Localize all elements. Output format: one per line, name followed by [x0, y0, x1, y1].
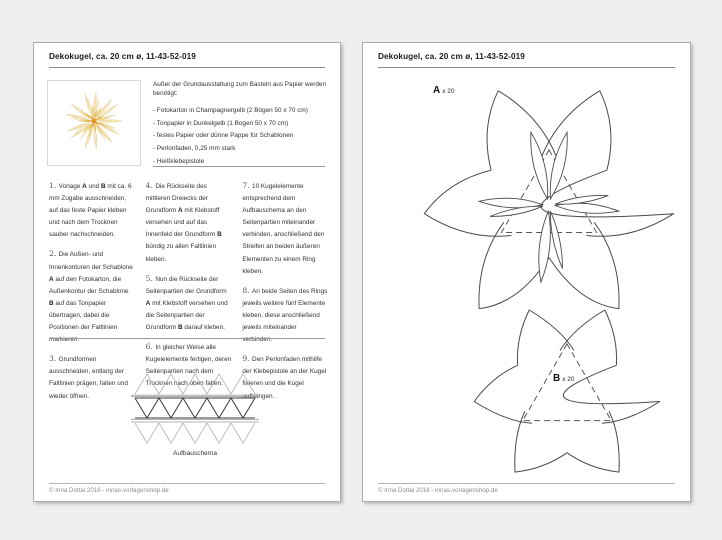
template-b-letter: B: [553, 373, 561, 384]
schema-top-triangle: [135, 374, 159, 394]
page-title: Dekokugel, ca. 20 cm ø, 11-43-52-019: [378, 52, 525, 61]
footer-rule: [49, 483, 325, 484]
instruction-step: 3. Grundformen ausschneiden, entlang der Faltlinien prägen, falten und wieder öffnen.: [49, 354, 128, 400]
ornament-photo-svg: [48, 81, 140, 165]
schema-bottom-triangle: [231, 423, 255, 443]
template-a-group: [424, 91, 673, 309]
material-item: - Heißklebepistole: [153, 157, 205, 165]
instruction-step: 6. In gleicher Weise alle Kugelelemente fertigen, deren Seitenpartien nach dem Trocknen nach oben falten.: [145, 342, 232, 388]
schema-bottom-triangle: [207, 423, 231, 443]
step-number: 9.: [242, 354, 253, 364]
schema-bottom-triangle: [183, 423, 207, 443]
page-left: [33, 42, 341, 502]
instruction-step: 8. An beide Seiten des Rings jeweils weitere fünf Elemente kleben, diese anschließend jeweils miteinander verbinden.: [242, 285, 328, 344]
template-a-count: x 20: [442, 88, 455, 95]
schema-top-triangle: [183, 374, 207, 394]
templates-drawing: [363, 43, 690, 501]
schema-strip-zigzag: [135, 398, 255, 418]
template-a-letter: A: [433, 85, 441, 96]
template-inner-cutout: [550, 211, 562, 269]
materials-rule: [153, 166, 325, 167]
template-b-label: [553, 373, 575, 384]
materials-block: [153, 81, 331, 169]
step-number: 4.: [145, 181, 156, 190]
template-inner-cutout: [539, 211, 551, 282]
template-petal: [560, 310, 617, 365]
page-title: Dekokugel, ca. 20 cm ø, 11-43-52-019: [49, 52, 196, 61]
template-a-label: [433, 85, 455, 96]
instruction-step: 1. Vorlage A und B mit ca. 6 mm Zugabe ausschneiden, auf das feste Papier kleben und nach dem Trocknen sauber nachschneiden.: [49, 181, 132, 239]
material-item: - Fotokarton in Champagnergelb (2 Bögen 50 x 70 cm): [153, 107, 308, 114]
template-inner-cutout: [555, 203, 619, 213]
template-petal: [517, 310, 574, 365]
template-petal: [487, 91, 557, 170]
step-number: 8.: [242, 285, 253, 295]
template-b-count: x 20: [562, 376, 575, 383]
schema-bottom-triangle: [135, 423, 159, 443]
instruction-step: 2. Die Außen- und Innenkonturen der Schablone A auf den Fotokarton, die Außenkontur der Schablone B auf das Tonpapier übertragen, dabei die Positionen der Faltlinien markieren.: [49, 249, 133, 344]
instruction-step: 7. 10 Kugelelemente entsprechend dem Aufbauschema an den Seitenpartien miteinander verbinden, anschließend den Streifen an beiden äußeren Elementen zu einem Ring kleben.: [242, 181, 325, 275]
step-number: 3.: [49, 354, 59, 364]
aufbauschema-diagram: [130, 373, 260, 445]
schema-top-triangle: [207, 374, 231, 394]
schema-top-triangle: [231, 374, 255, 394]
instruction-step: 4. Die Rückseite des mittleren Dreiecks der Grundform A mit Klebstoff versehen und auf das Innenfeld der Grundform B bündig zu allen Faltlinien kleben.: [145, 181, 222, 263]
title-rule: [49, 67, 325, 68]
instructions-rule: [49, 338, 325, 339]
instruction-step: 9. Den Perlonfaden mithilfe der Klebepistole an der Kugel fixieren und die Kugel aufhängen.: [242, 354, 327, 400]
materials-intro: Außer der Grundausstattung zum Basteln aus Papier werden benötigt:: [153, 81, 326, 97]
step-number: 1.: [49, 181, 59, 190]
material-item: - Perlonfaden, 0,25 mm stark: [153, 145, 236, 153]
schema-bottom-triangle: [159, 423, 183, 443]
template-petal: [563, 365, 659, 423]
diagram-caption: Aufbauschema: [173, 450, 217, 457]
material-item: - Tonpapier in Dunkelgelb (1 Bogen 50 x 70 cm): [153, 119, 289, 127]
template-petal: [549, 222, 619, 308]
instruction-step: 5. Nun die Rückseite der Seitenpartien der Grundform A mit Klebstoff versehen und die Seitenpartien der Grundform B darauf kleben.: [145, 273, 228, 332]
template-b-group: [474, 310, 660, 472]
template-petal: [541, 91, 611, 170]
schema-top-triangle: [159, 374, 183, 394]
title-rule: [378, 67, 675, 68]
step-number: 6.: [145, 342, 156, 352]
step-number: 7.: [242, 181, 253, 190]
page-right: [362, 42, 691, 502]
step-number: 2.: [49, 249, 59, 259]
page-footer: © Inna Dottai 2016 - innas-vorlagenshop.de: [378, 487, 498, 494]
ornament-core: [91, 118, 96, 123]
template-petal: [479, 222, 549, 308]
template-inner-cutout: [531, 132, 548, 199]
instructions-column: [49, 180, 135, 410]
materials-list: [153, 105, 331, 169]
page-footer: © Inna Dottai 2016 - innas-vorlagenshop.de: [49, 487, 169, 494]
template-inner-cutout: [550, 132, 567, 199]
material-item: - festes Papier oder dünne Pappe für Schablonen: [153, 132, 294, 140]
footer-rule: [378, 483, 675, 484]
ornament-photo: [47, 80, 141, 166]
template-inner-cutout: [555, 195, 608, 204]
step-number: 5.: [145, 273, 156, 283]
